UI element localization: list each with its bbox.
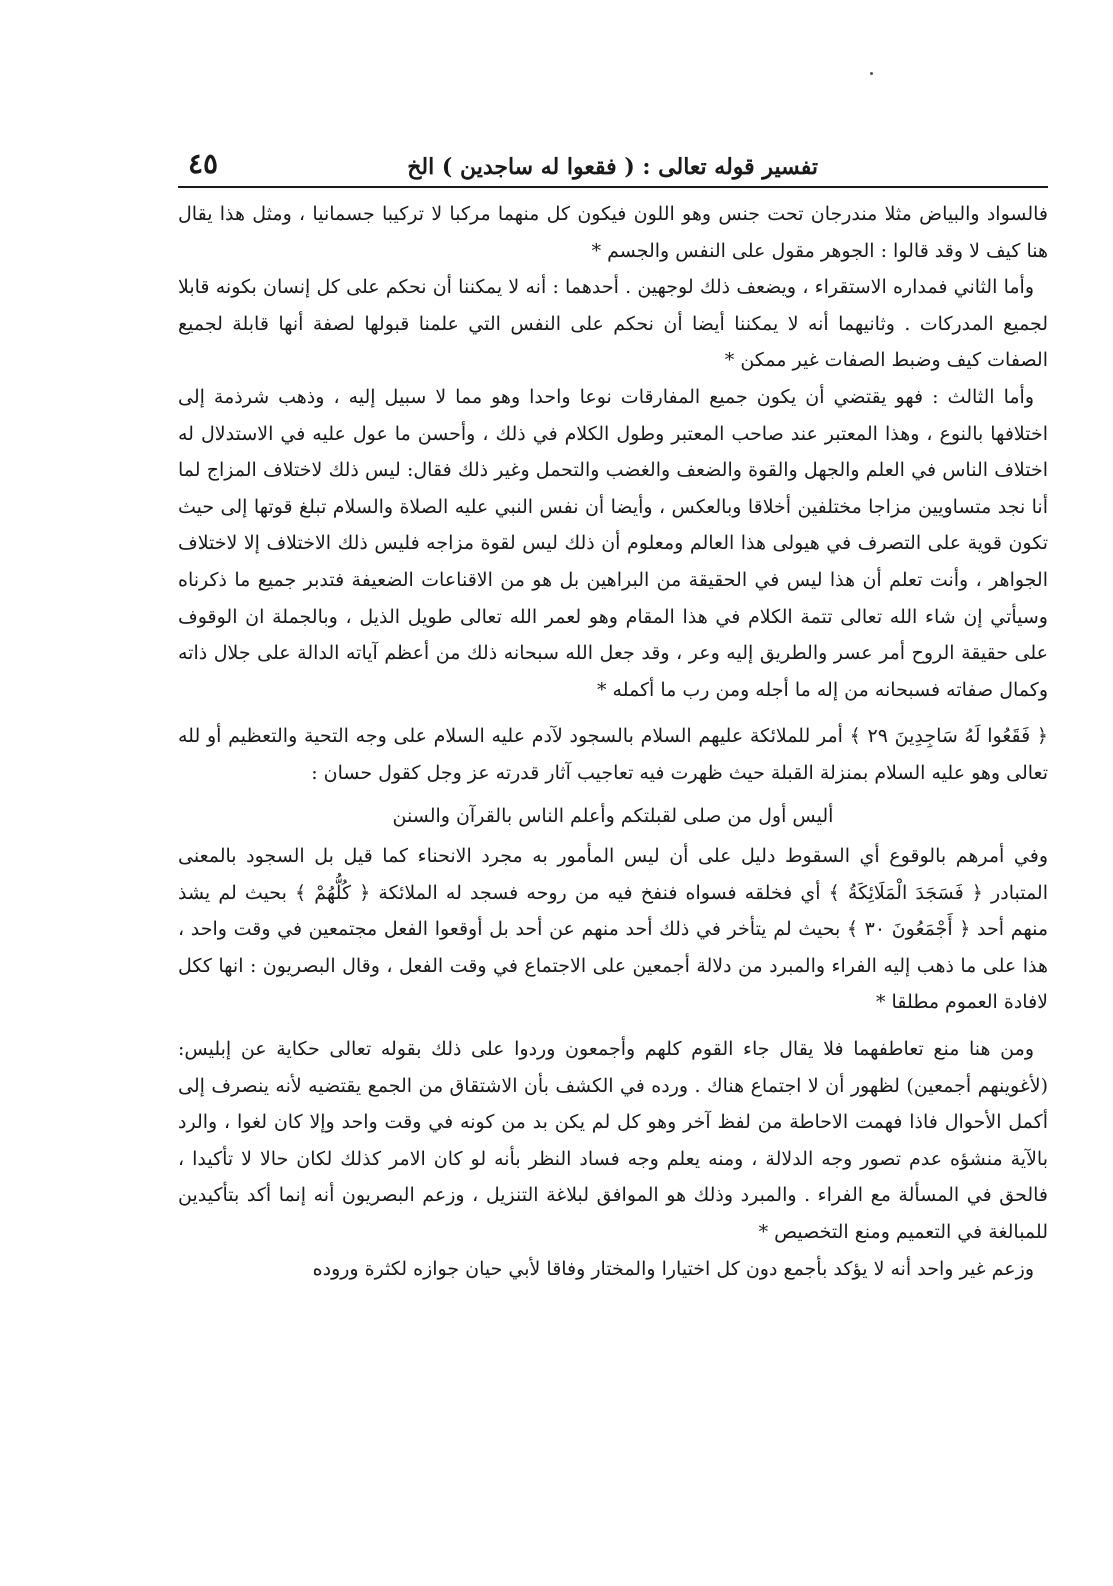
paragraph-6: ومن هنا منع تعاطفهما فلا يقال جاء القوم كلهم وأجمعون وردوا على ذلك بقوله تعالى حكاية عن إبليس: (لأغوينهم أجمعين) لظهور أن لا اجتماع هناك . ورده في الكشف بأن الاشتقاق من الجمع يقتضيه لأنه ينصرف إلى أكمل الأحوال فاذا فهمت الاحاطة من لفظ آخر وهو كل لم يكن بد من كونه في وقت واحد وإلا كان لغوا ، والرد بالآية منشؤه عدم تصور وجه الدلالة ، ومنه يعلم وجه فساد النظر بأنه لو كان الامر كذلك لكان حالا لا تأكيدا ، فالحق في المسألة مع الفراء . والمبرد وذلك هو الموافق لبلاغة التنزيل ، وزعم البصريون أنه إنما أكد بتأكيدين للمبالغة في التعميم ومنع التخصيص * <box>178 1038 1048 1244</box>
scan-speck <box>870 72 873 75</box>
running-title: تفسير قوله تعالى : ( فقعوا له ساجدين ) الخ <box>407 154 818 180</box>
spacer <box>178 708 1048 718</box>
paragraph-1: فالسواد والبياض مثلا مندرجان تحت جنس وهو اللون فيكون كل منهما مركبا لا تركيبا جسمانيا ، ومثل هذا يقال هنا كيف لا وقد قالوا : الجوهر مقول على النفس والجسم * <box>178 203 1048 262</box>
page-header <box>178 128 1048 188</box>
paragraph-7: وزعم غير واحد أنه لا يؤكد بأجمع دون كل اختيارا والمختار وفاقا لأبي حيان جوازه لكثرة وروده <box>312 1257 1034 1280</box>
poetry-verse: أليس أول من صلى لقبلتكم وأعلم الناس بالقرآن والسنن <box>392 804 834 827</box>
page-body <box>178 196 1048 1287</box>
paragraph-5: وفي أمرهم بالوقوع أي السقوط دليل على أن ليس المأمور به مجرد الانحناء كما قيل بل السجود بالمعنى المتبادر ﴿ فَسَجَدَ الْمَلَائِكَةُ ﴾ أي فخلقه فسواه فنفخ فيه من روحه فسجد له الملائكة ﴿ كُلُّهُمْ ﴾ بحيث لم يشذ منهم أحد ﴿ أَجْمَعُونَ ٣٠ ﴾ بحيث لم يتأخر في ذلك أحد منهم عن أحد بل أوقعوا الفعل مجتمعين في وقت واحد ، هذا على ما ذهب إليه الفراء والمبرد من دلالة أجمعين على الاجتماع في وقت الفعل ، وقال البصريون : انها ككل لافادة العموم مطلقا * <box>178 845 1049 1014</box>
spacer <box>178 1021 1048 1031</box>
book-page <box>178 128 1048 1287</box>
page-number: ٤٥ <box>188 147 219 180</box>
paragraph-3: وأما الثالث : فهو يقتضي أن يكون جميع المفارقات نوعا واحدا وهو مما لا سبيل إليه ، وذهب شرذمة إلى اختلافها بالنوع ، وهذا المعتبر عند صاحب المعتبر وطول الكلام في ذلك ، وأحسن ما عول عليه في الاستدلال له اختلاف الناس في العلم والجهل والقوة والضعف والغضب والتحمل وغير ذلك فقال: ليس ذلك لاختلاف المزاج لما أنا نجد متساويين مزاجا مختلفين أخلاقا وبالعكس ، وأيضا أن نفس النبي عليه الصلاة والسلام تبلغ قوتها إلى حيث تكون قوية على التصرف في هيولى هذا العالم ومعلوم أن ذلك ليس لقوة مزاجه فليس ذلك الاختلاف إلا لاختلاف الجواهر ، وأنت تعلم أن هذا ليس في الحقيقة من البراهين بل هو من الاقناعات الضعيفة فتدبر جميع ما ذكرناه وسيأتي إن شاء الله تعالى تتمة الكلام في هذا المقام وهو لعمر الله تعالى طويل الذيل ، وبالجملة ان الوقوف على حقيقة الروح أمر عسر والطريق إليه وعر ، وقد جعل الله سبحانه ذلك من أعظم آياته الدالة على جلال ذاته وكمال صفاته فسبحانه من إله ما أجله ومن رب ما أكمله * <box>178 385 1048 701</box>
paragraph-2: وأما الثاني فمداره الاستقراء ، ويضعف ذلك لوجهين . أحدهما : أنه لا يمكننا أن نحكم على كل إنسان بكونه قابلا لجميع المدركات . وثانيهما أنه لا يمكننا أيضا أن نحكم على النفس التي علمنا قبولها لصفة أنها قابلة لجميع الصفات كيف وضبط الصفات غير ممكن * <box>178 276 1048 372</box>
paragraph-4: ﴿ فَقَعُوا لَهُ سَاجِدِينَ ٢٩ ﴾ أمر للملائكة عليهم السلام بالسجود لآدم عليه السلام على وجه التحية والتعظيم أو لله تعالى وهو عليه السلام بمنزلة القبلة حيث ظهرت فيه تعاجيب آثار قدرته عز وجل كقول حسان : <box>178 725 1048 784</box>
